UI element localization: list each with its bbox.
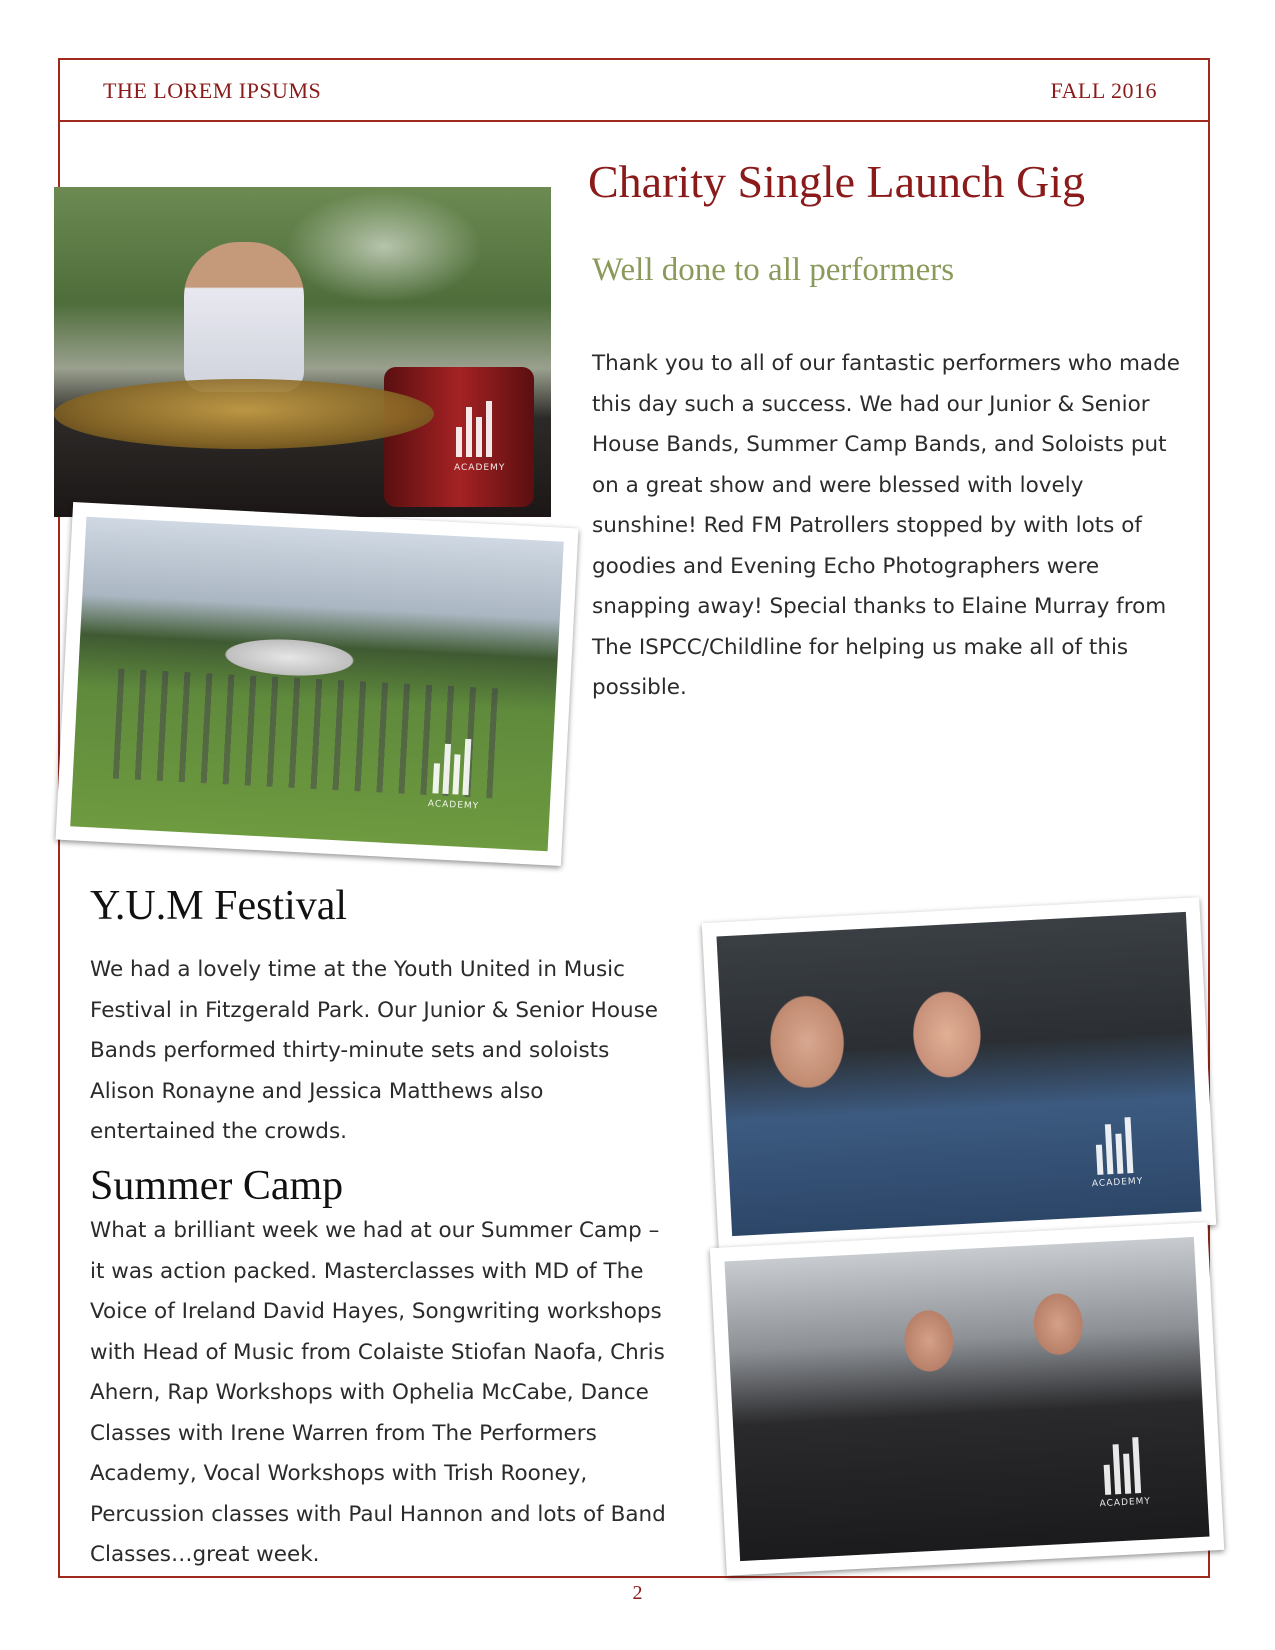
- charity-title: Charity Single Launch Gig: [588, 156, 1085, 207]
- issue-date: FALL 2016: [1050, 78, 1157, 103]
- drummer-figure: [184, 242, 304, 392]
- academy-watermark: ACADEMY: [454, 463, 506, 473]
- charity-subtitle: Well done to all performers: [592, 252, 955, 288]
- drummer-photo: [54, 187, 551, 517]
- camp-title: Summer Camp: [90, 1163, 344, 1209]
- academy-watermark: ACADEMY: [1099, 1496, 1152, 1510]
- newsletter-name: THE LOREM IPSUMS: [103, 78, 322, 103]
- academy-watermark: ACADEMY: [427, 798, 480, 812]
- yum-body: We had a lovely time at the Youth United in Music Festival in Fitzgerald Park. Our Junior & Senior House Bands performed thirty-minute sets and soloists Alison Ronayne and Jessica Matthews also entertained the crowds.: [90, 957, 659, 1144]
- academy-logo-icon: [1094, 1115, 1143, 1175]
- header-divider: [58, 120, 1210, 122]
- charity-body: Thank you to all of our fantastic performers who made this day such a success. We had our Junior & Senior House Bands, Summer Camp Bands, and Soloists put on a great show and were blessed with lovely sunshine! Red FM Patrollers stopped by with lots of goodies and Evening Echo Photographers were snapping away! Special thanks to Elaine Murray from The ISPCC/Childline for helping us make all of this possible.: [592, 351, 1180, 700]
- page-number: 2: [632, 1582, 643, 1604]
- camp-body: What a brilliant week we had at our Summer Camp – it was action packed. Masterclasses with MD of The Voice of Ireland David Hayes, Songwriting workshops with Head of Music from Colaiste Stiofan Naofa, Chris Ahern, Rap Workshops with Ophelia McCabe, Dance Classes with Irene Warren from The Performers Academy, Vocal Workshops with Trish Rooney, Percussion classes with Paul Hannon and lots of Band Classes…great week.: [90, 1218, 666, 1567]
- academy-watermark: ACADEMY: [1091, 1176, 1144, 1190]
- yum-title: Y.U.M Festival: [90, 883, 348, 929]
- academy-logo-icon: [1102, 1435, 1151, 1495]
- academy-logo-icon: [432, 735, 481, 795]
- park-crowd-photo: [56, 502, 579, 866]
- academy-logo-icon: [456, 399, 502, 457]
- workshop-photo: [710, 1222, 1224, 1576]
- singers-photo: [702, 897, 1216, 1251]
- cymbal: [54, 379, 434, 449]
